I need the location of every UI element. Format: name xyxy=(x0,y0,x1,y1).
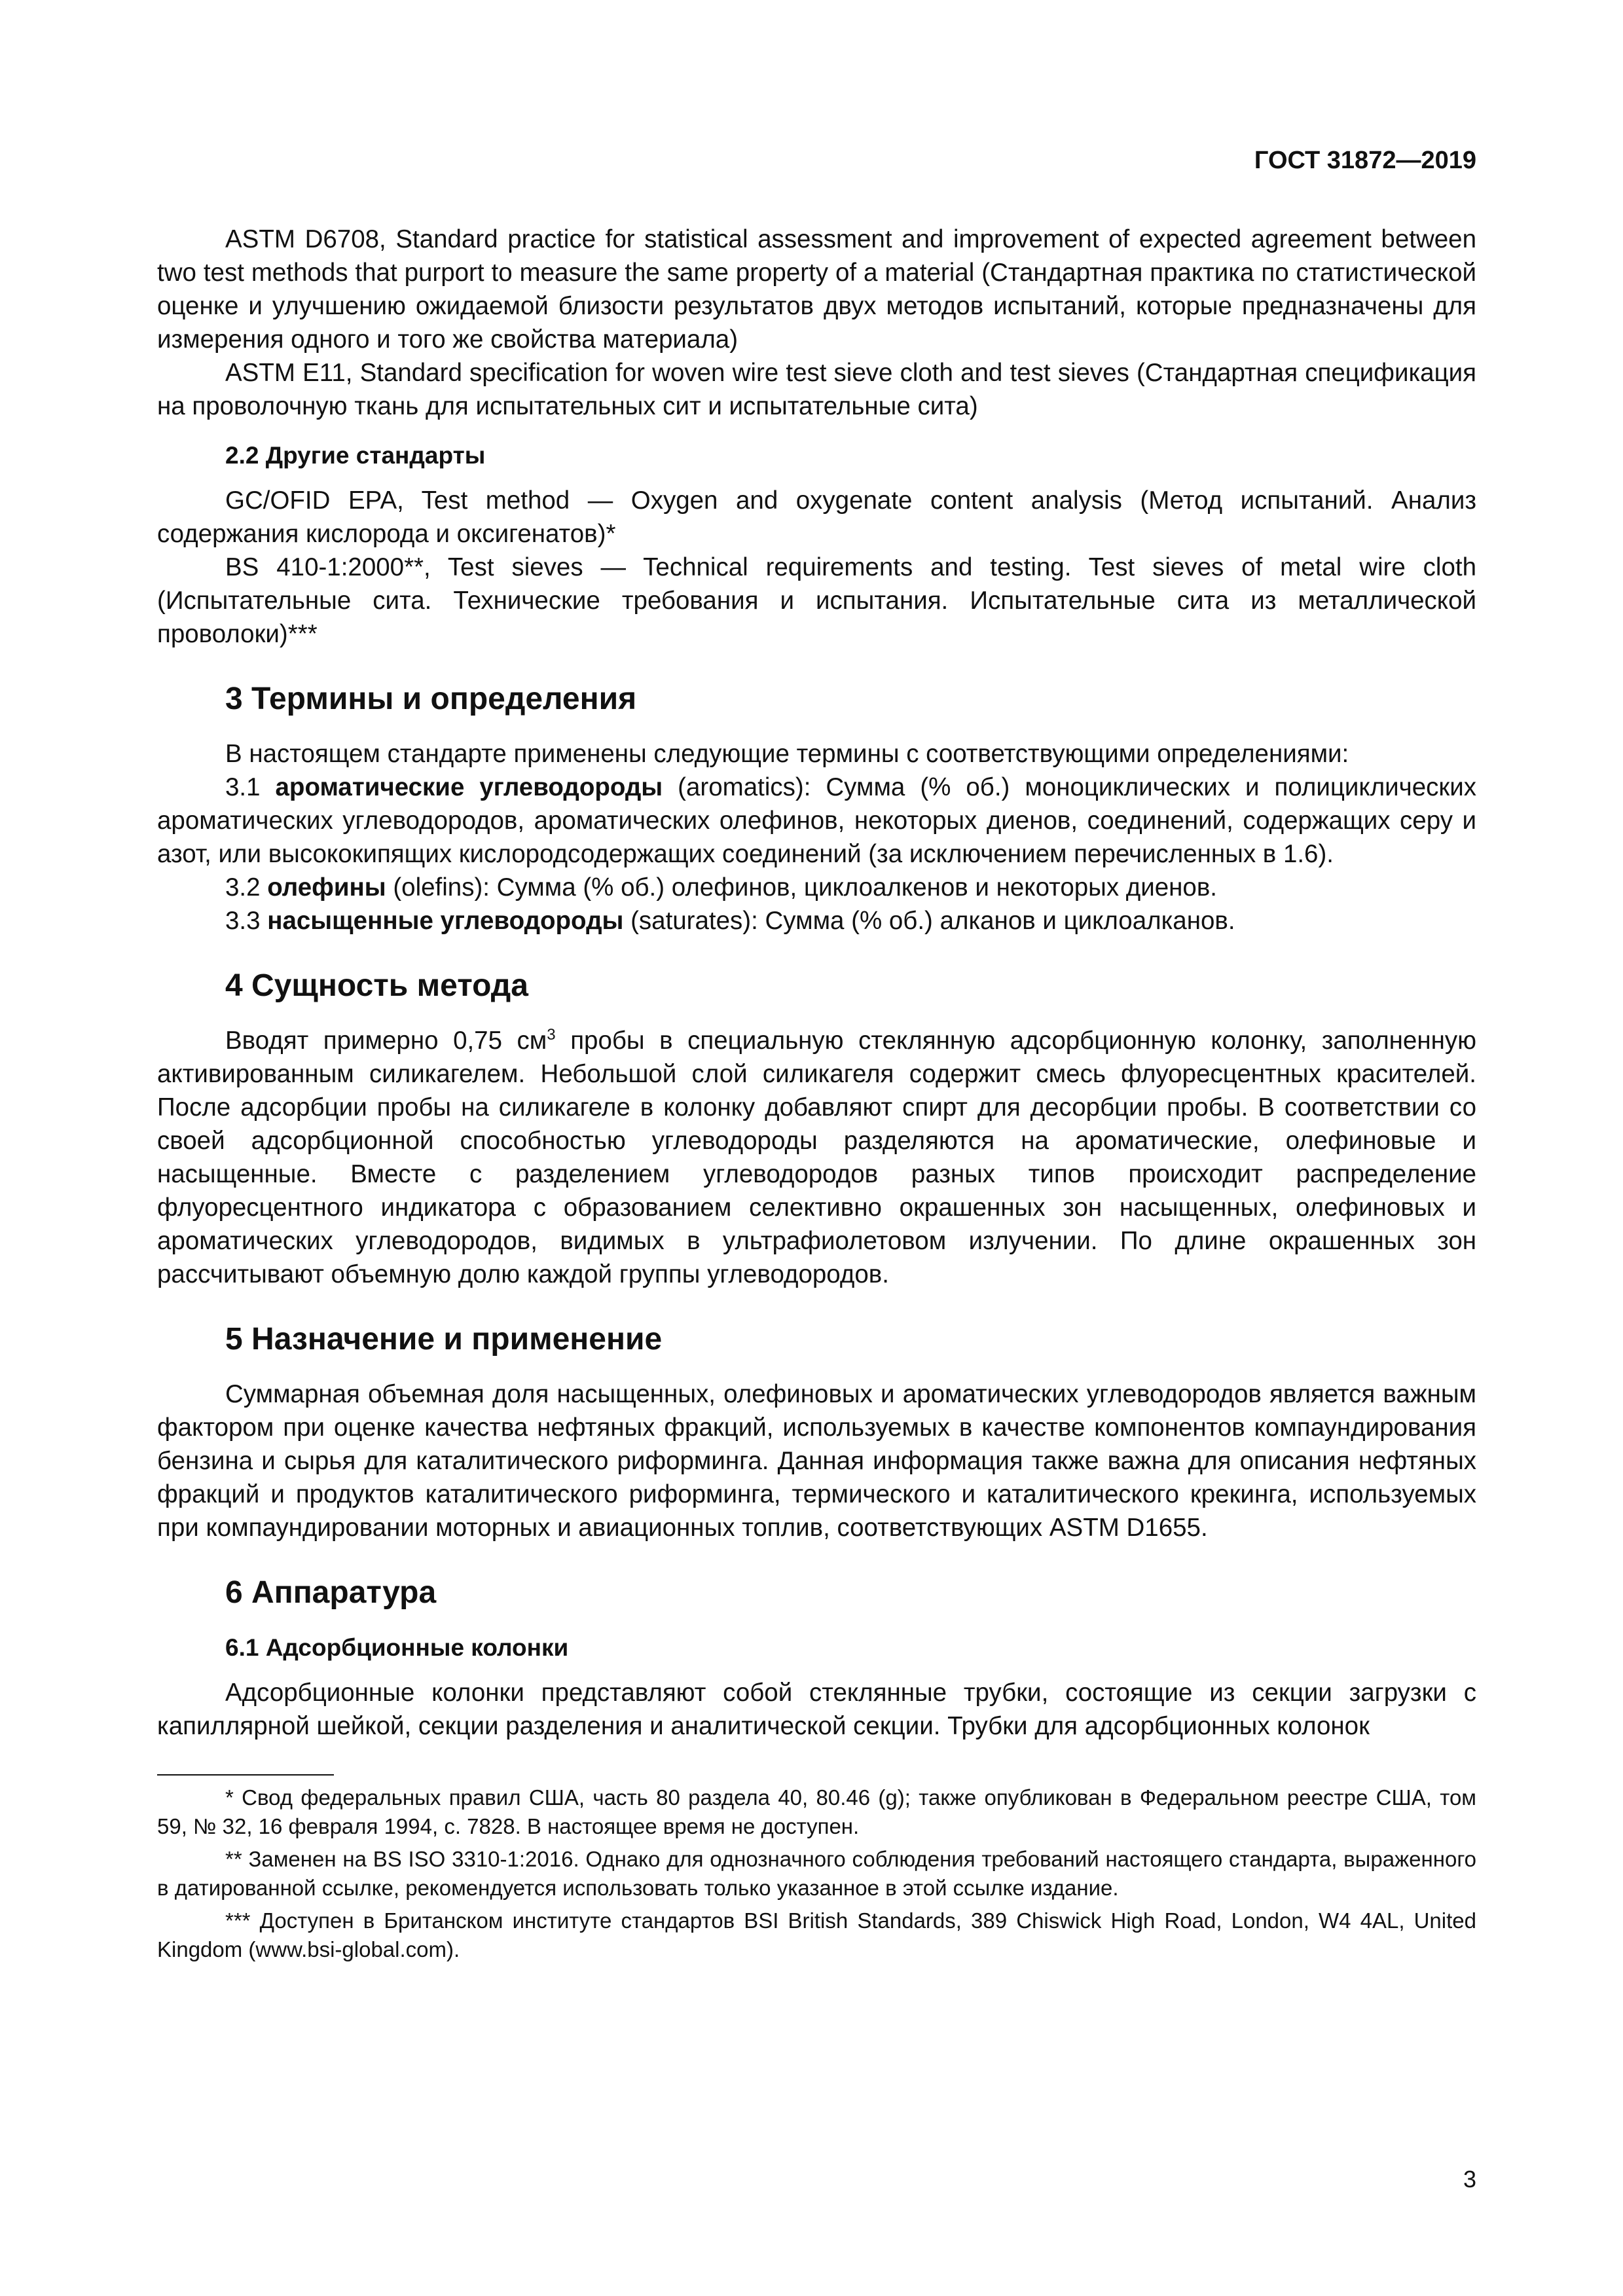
method-text-rest: пробы в специальную стеклянную адсорбционную колонку, заполненную активированным силикагелем. Небольшой слой силикагеля содержит смесь флуоресцентных красителей. После адсорбции пробы на силикагеле в колонку добавляют спирт для десорбции пробы. В соответствии со своей адсорбционной способностью углеводороды разделяются на ароматические, олефиновые и насыщенные. Вместе с разделением углеводородов разных типов происходит распределение флуоресцентного индикатора с образованием селективно окрашенных зон насыщенных, олефиновых и ароматических углеводородов, видимых в ультрафиолетовом излучении. По длине окрашенных зон рассчитывают объемную долю каждой группы углеводородов. xyxy=(157,1027,1476,1288)
term-number: 3.1 xyxy=(225,773,276,801)
footnote-3: *** Доступен в Британском институте стандартов BSI British Standards, 389 Chiswick High Road, London, W4 4AL, United Kingdom (www.bsi-global.com). xyxy=(157,1908,1476,1961)
subsection-title-6-1: 6.1 Адсорбционные колонки xyxy=(225,1634,569,1661)
footnote-divider xyxy=(157,1774,334,1776)
term-number: 3.2 xyxy=(225,873,268,902)
footnote-1: * Свод федеральных правил США, часть 80 раздела 40, 80.46 (g); также опубликован в Федеральном реестре США, том 59, № 32, 16 февраля 1994, с. 7828. В настоящее время не доступен. xyxy=(157,1785,1476,1838)
reference-astm-d6708: ASTM D6708, Standard practice for statistical assessment and improvement of expected agreement between two test methods that purport to measure the same property of a material (Стандартная практика по статистической оценке и улучшению ожидаемой близости результатов двух методов испытаний, которые предназначены для измерения одного и того же свойства материала) xyxy=(157,225,1476,354)
term-name: насыщенные углеводороды xyxy=(267,907,624,935)
purpose-text: Суммарная объемная доля насыщенных, олефиновых и ароматических углеводородов является важным фактором при оценке качества нефтяных фракций, используемых в качестве компонентов компаундирования бензина и сырья для каталитического риформинга. Данная информация также важна для описания нефтяных фракций и продуктов каталитического риформинга, термического и каталитического крекинга, используемых при компаундировании моторных и авиационных топлив, соответствующих ASTM D1655. xyxy=(157,1380,1476,1542)
method-text-start: Вводят примерно 0,75 см xyxy=(225,1027,547,1055)
page-content xyxy=(157,223,1476,1964)
term-definition: (aromatics): Сумма (% об.) моноциклических и полициклических ароматических углеводородов, ароматических олефинов, некоторых диенов, соединений, содержащих серу и азот, или высококипящих кислородсодержащих соединений (за исключением перечисленных в 1.6). xyxy=(157,773,1476,868)
term-3-2 xyxy=(157,871,1476,904)
columns-text: Адсорбционные колонки представляют собой стеклянные трубки, состоящие из секции загрузки с капиллярной шейкой, секции разделения и аналитической секции. Трубки для адсорбционных колонок xyxy=(157,1679,1476,1740)
page-number: 3 xyxy=(1463,2166,1476,2193)
section-title-3: 3 Термины и определения xyxy=(225,682,637,716)
term-name: олефины xyxy=(267,873,386,902)
terms-intro: В настоящем стандарте применены следующие термины с соответствующими определениями: xyxy=(225,740,1349,768)
reference-gc-ofid-epa: GC/OFID EPA, Test method — Oxygen and oxygenate content analysis (Метод испытаний. Анализ содержания кислорода и оксигенатов)* xyxy=(157,486,1476,548)
section-title-6: 6 Аппаратура xyxy=(225,1575,437,1610)
term-3-3 xyxy=(157,904,1476,938)
method-essence-text xyxy=(157,1024,1476,1291)
term-definition: (olefins): Сумма (% об.) олефинов, циклоалкенов и некоторых диенов. xyxy=(386,873,1217,902)
section-title-5: 5 Назначение и применение xyxy=(225,1322,663,1357)
term-definition: (saturates): Сумма (% об.) алканов и циклоалканов. xyxy=(623,907,1235,935)
section-title-4: 4 Сущность метода xyxy=(225,968,528,1003)
reference-bs-410-1: BS 410-1:2000**, Test sieves — Technical requirements and testing. Test sieves of metal wire cloth (Испытательные сита. Технические требования и испытания. Испытательные сита из металлической проволоки)*** xyxy=(157,553,1476,648)
term-3-1 xyxy=(157,771,1476,871)
footnote-2: ** Заменен на BS ISO 3310-1:2016. Однако для однозначного соблюдения требований настоящего стандарта, выраженного в датированной ссылке, рекомендуется использовать только указанное в этой ссылке издание. xyxy=(157,1847,1476,1900)
reference-astm-e11: ASTM E11, Standard specification for woven wire test sieve cloth and test sieves (Стандартная спецификация на проволочную ткань для испытательных сит и испытательные сита) xyxy=(157,359,1476,420)
term-number: 3.3 xyxy=(225,907,268,935)
subsection-title-2-2: 2.2 Другие стандарты xyxy=(225,442,486,469)
document-id-header: ГОСТ 31872—2019 xyxy=(1254,147,1476,174)
superscript: 3 xyxy=(547,1026,556,1044)
term-name: ароматические углеводороды xyxy=(275,773,663,801)
document-page xyxy=(157,0,1476,2296)
